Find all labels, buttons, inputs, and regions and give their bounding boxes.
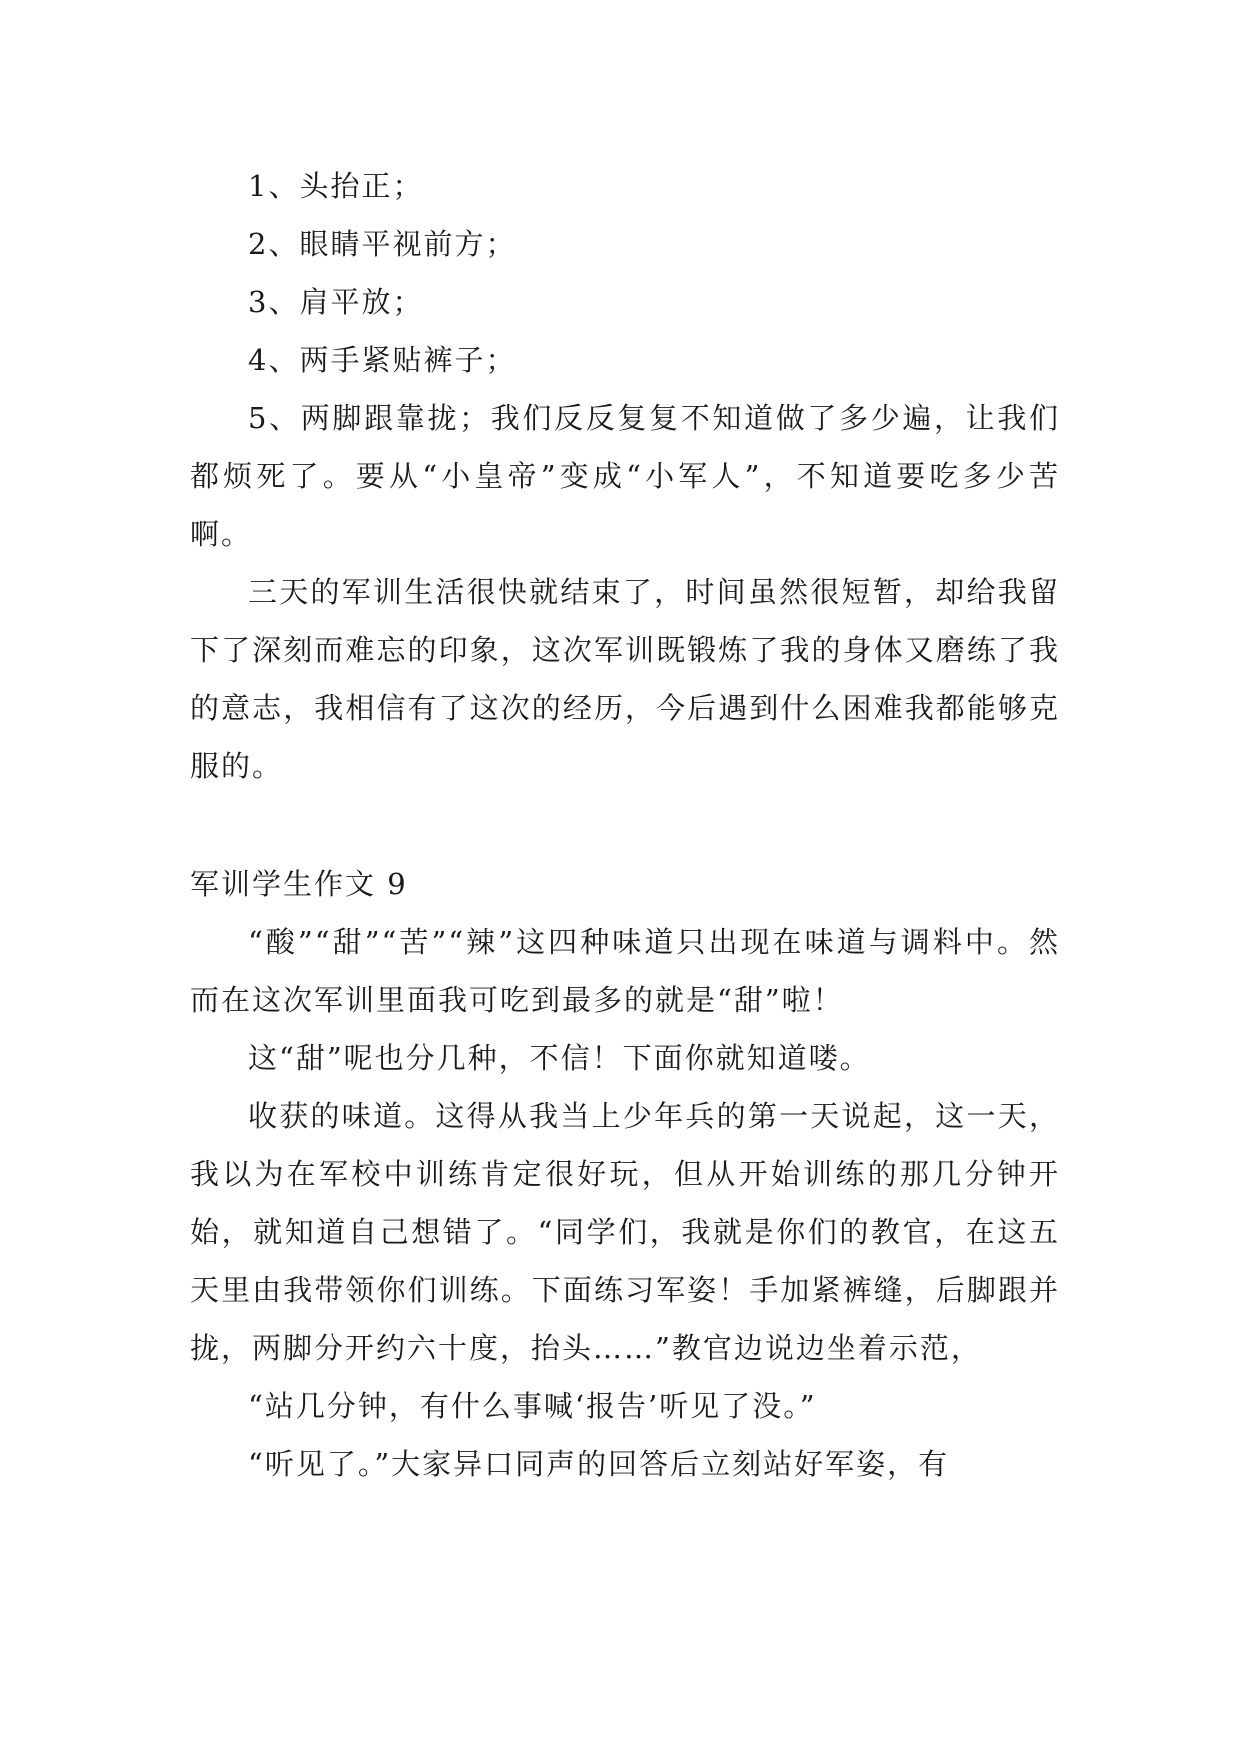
paragraph: 收获的味道。这得从我当上少年兵的第一天说起，这一天，我以为在军校中训练肯定很好玩，但从开始训练的那几分钟开始，就知道自己想错了。“同学们，我就是你们的教官，在这五天里由我带领你们训练。下面练习军姿！手加紧裤缝，后脚跟并拢，两脚分开约六十度，抬头……”教官边说边坐着示范， — [190, 1099, 1060, 1365]
list-item: 3、肩平放； — [248, 285, 424, 319]
section-title: 军训学生作文 9 — [190, 867, 408, 901]
list-item-with-commentary: 5、两脚跟靠拢；我们反反复复不知道做了多少遍，让我们都烦死了。要从“小皇帝”变成“小军人”，不知道要吃多少苦啊。 — [190, 401, 1060, 551]
list-item: 2、眼睛平视前方； — [248, 227, 517, 261]
essay-continuation — [190, 157, 1060, 795]
paragraph: “酸”“甜”“苦”“辣”这四种味道只出现在味道与调料中。然而在这次军训里面我可吃到最多的就是“甜”啦！ — [190, 925, 1060, 1017]
essay-section-9 — [190, 855, 1060, 1493]
list-item: 1、头抬正； — [248, 169, 424, 203]
paragraph: “听见了。”大家异口同声的回答后立刻站好军姿，有 — [248, 1447, 950, 1481]
list-item: 4、两手紧贴裤子； — [248, 343, 517, 377]
paragraph: 这“甜”呢也分几种，不信！下面你就知道喽。 — [248, 1041, 871, 1075]
conclusion-paragraph: 三天的军训生活很快就结束了，时间虽然很短暂，却给我留下了深刻而难忘的印象，这次军训既锻炼了我的身体又磨练了我的意志，我相信有了这次的经历，今后遇到什么困难我都能够克服的。 — [190, 575, 1060, 783]
paragraph: “站几分钟，有什么事喊‘报告’听见了没。” — [248, 1389, 817, 1423]
